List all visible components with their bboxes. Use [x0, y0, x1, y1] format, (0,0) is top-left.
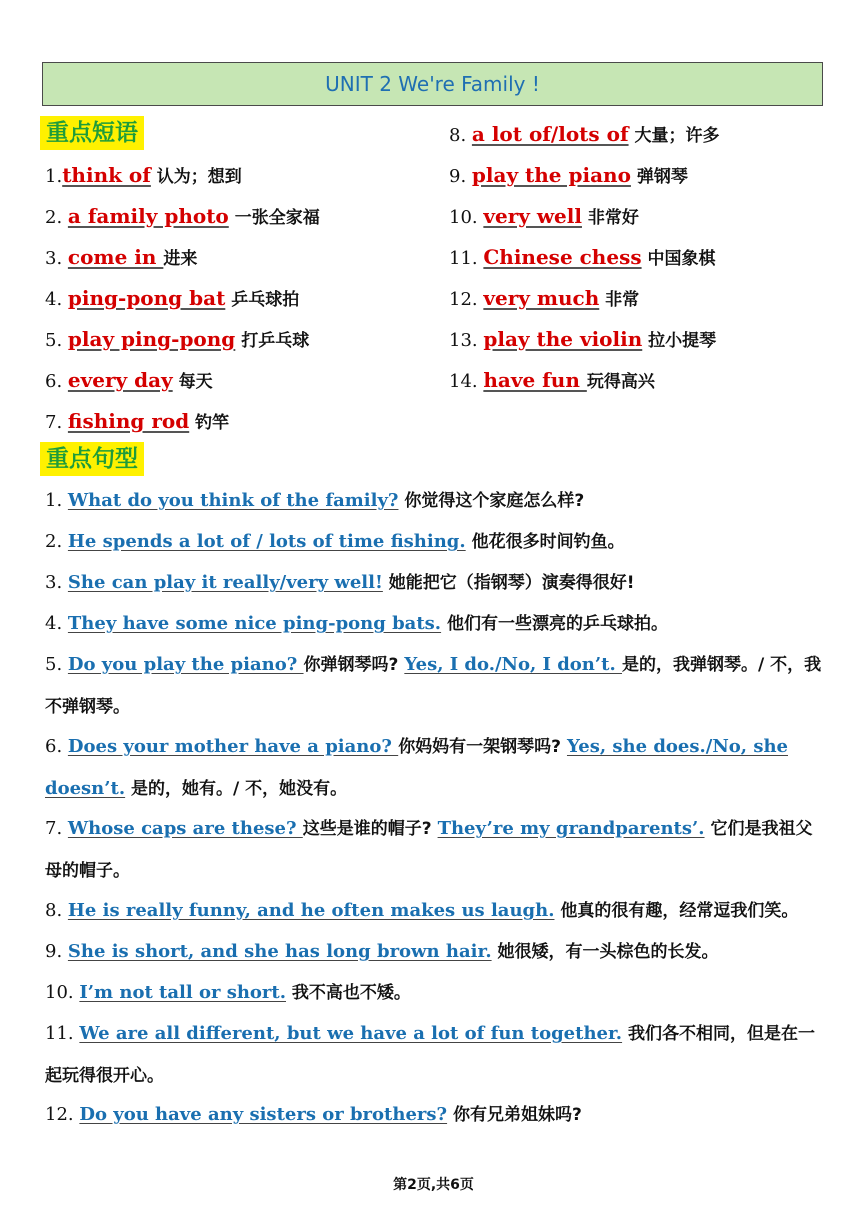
phrase-number: 8.: [449, 125, 472, 146]
phrase-english: a lot of/lots of: [471, 122, 629, 146]
sentence-item: [45, 521, 825, 563]
phrase-english: ping-pong bat: [67, 286, 226, 310]
sentences-heading: 重点句型: [40, 442, 144, 476]
sentence-chinese: 你妈妈有一架钢琴吗?: [398, 737, 567, 757]
phrase-english: a family photo: [67, 204, 229, 228]
phrase-item: [45, 163, 242, 189]
phrase-number: 7.: [45, 412, 68, 433]
sentence-chinese: 你觉得这个家庭怎么样?: [398, 491, 585, 511]
phrase-chinese: 每天: [172, 372, 213, 392]
phrase-english: play ping-pong: [67, 327, 236, 351]
sentence-number: 7.: [45, 818, 68, 839]
phrase-chinese: 中国象棋: [641, 249, 716, 269]
sentence-item: [45, 644, 825, 728]
phrase-number: 12.: [449, 289, 484, 310]
sentence-item: [45, 931, 825, 973]
phrase-chinese: 钓竿: [189, 413, 230, 433]
sentence-number: 9.: [45, 941, 68, 962]
phrase-chinese: 乒乓球拍: [225, 290, 300, 310]
phrase-chinese: 进来: [163, 249, 198, 269]
sentence-item: [45, 808, 825, 892]
phrase-english: every day: [67, 368, 173, 392]
sentence-english: She is short, and she has long brown hair.: [67, 941, 492, 962]
sentence-chinese: 它们是我祖父母的帽子。: [45, 819, 813, 881]
sentence-chinese: 这些是谁的帽子?: [302, 819, 438, 839]
sentence-english: They have some nice ping-pong bats.: [67, 613, 442, 634]
sentence-number: 5.: [45, 654, 68, 675]
phrase-chinese: 弹钢琴: [630, 167, 688, 187]
phrase-number: 6.: [45, 371, 68, 392]
phrase-chinese: 拉小提琴: [642, 331, 717, 351]
sentence-number: 1.: [45, 490, 68, 511]
sentence-english: Do you have any sisters or brothers?: [79, 1104, 448, 1125]
phrase-number: 9.: [449, 166, 472, 187]
phrase-number: 5.: [45, 330, 68, 351]
phrase-number: 1.: [45, 166, 63, 187]
phrase-chinese: 非常: [599, 290, 640, 310]
sentence-english: Yes, I do./No, I don’t.: [404, 654, 623, 675]
sentence-item: [45, 890, 825, 932]
sentence-number: 2.: [45, 531, 68, 552]
page-footer: 第2页,共6页: [393, 1177, 474, 1193]
phrase-english: come in: [67, 245, 164, 269]
phrase-item: [449, 286, 639, 312]
sentence-english: I’m not tall or short.: [79, 982, 286, 1003]
phrases-heading: 重点短语: [40, 116, 144, 150]
phrase-number: 4.: [45, 289, 68, 310]
sentence-number: 10.: [45, 982, 80, 1003]
sentence-item: [45, 1094, 825, 1136]
phrase-chinese: 玩得高兴: [586, 372, 655, 392]
sentence-english: Whose caps are these?: [67, 818, 303, 839]
sentence-english: Yes, she does./No, she doesn’t.: [45, 736, 788, 799]
phrase-english: play the violin: [483, 327, 643, 351]
sentence-chinese: 你弹钢琴吗?: [303, 655, 405, 675]
phrase-english: fishing rod: [67, 409, 190, 433]
phrase-item: [449, 163, 688, 189]
sentence-chinese: 他真的很有趣，经常逗我们笑。: [554, 901, 799, 921]
sentence-item: [45, 603, 825, 645]
phrase-english: think of: [62, 163, 151, 187]
phrase-chinese: 非常好: [581, 208, 639, 228]
sentence-item: [45, 562, 825, 604]
sentence-item: [45, 1013, 825, 1097]
sentence-chinese: 她很矮，有一头棕色的长发。: [491, 942, 719, 962]
sentence-chinese: 我们各不相同，但是在一起玩得很开心。: [45, 1024, 815, 1086]
phrase-number: 2.: [45, 207, 68, 228]
phrase-chinese: 认为；想到: [150, 167, 242, 187]
phrase-chinese: 一张全家福: [228, 208, 320, 228]
phrase-item: [45, 245, 197, 271]
sentence-number: 12.: [45, 1104, 80, 1125]
sentence-english: We are all different, but we have a lot of fun together.: [79, 1023, 623, 1044]
sentence-english: What do you think of the family?: [67, 490, 399, 511]
phrase-number: 14.: [449, 371, 484, 392]
sentence-chinese: 她能把它（指钢琴）演奏得很好!: [382, 573, 635, 593]
phrase-item: [45, 204, 320, 230]
sentence-number: 3.: [45, 572, 68, 593]
phrase-english: play the piano: [471, 163, 631, 187]
phrase-item: [45, 327, 309, 353]
sentence-chinese: 你有兄弟姐妹吗?: [447, 1105, 582, 1125]
sentence-english: Does your mother have a piano?: [67, 736, 399, 757]
phrase-number: 11.: [449, 248, 484, 269]
phrase-number: 13.: [449, 330, 484, 351]
unit-banner: [42, 62, 823, 106]
phrase-item: [45, 409, 229, 435]
phrase-item: [449, 245, 716, 271]
sentence-english: Do you play the piano?: [67, 654, 304, 675]
sentence-english: He is really funny, and he often makes us laugh.: [67, 900, 555, 921]
phrase-english: Chinese chess: [483, 245, 642, 269]
sentence-english: He spends a lot of / lots of time fishing.: [67, 531, 466, 552]
phrase-english: very much: [483, 286, 600, 310]
phrase-item: [449, 204, 639, 230]
phrase-item: [449, 327, 716, 353]
sentence-item: [45, 972, 825, 1014]
phrase-item: [45, 368, 213, 394]
sentence-chinese: 我不高也不矮。: [286, 983, 411, 1003]
sentence-number: 6.: [45, 736, 68, 757]
sentence-item: [45, 726, 825, 810]
phrase-item: [449, 368, 655, 394]
sentence-english: She can play it really/very well!: [67, 572, 383, 593]
sentence-english: They’re my grandparents’.: [437, 818, 705, 839]
phrase-number: 10.: [449, 207, 484, 228]
sentence-chinese: 他花很多时间钓鱼。: [465, 532, 625, 552]
sentence-chinese: 他们有一些漂亮的乒乓球拍。: [441, 614, 668, 634]
phrase-number: 3.: [45, 248, 68, 269]
phrase-item: [449, 122, 719, 148]
sentence-chinese: 是的，我弹钢琴。/ 不，我不弹钢琴。: [45, 655, 822, 717]
phrase-english: very well: [483, 204, 582, 228]
sentence-chinese: 是的，她有。/ 不，她没有。: [125, 779, 348, 799]
phrase-chinese: 打乒乓球: [235, 331, 310, 351]
sentence-number: 11.: [45, 1023, 80, 1044]
unit-title: UNIT 2 We're Family !: [325, 72, 540, 96]
phrase-chinese: 大量；许多: [628, 126, 720, 146]
sentence-item: [45, 480, 825, 522]
sentence-number: 8.: [45, 900, 68, 921]
phrase-item: [45, 286, 299, 312]
sentence-number: 4.: [45, 613, 68, 634]
phrase-english: have fun: [483, 368, 587, 392]
